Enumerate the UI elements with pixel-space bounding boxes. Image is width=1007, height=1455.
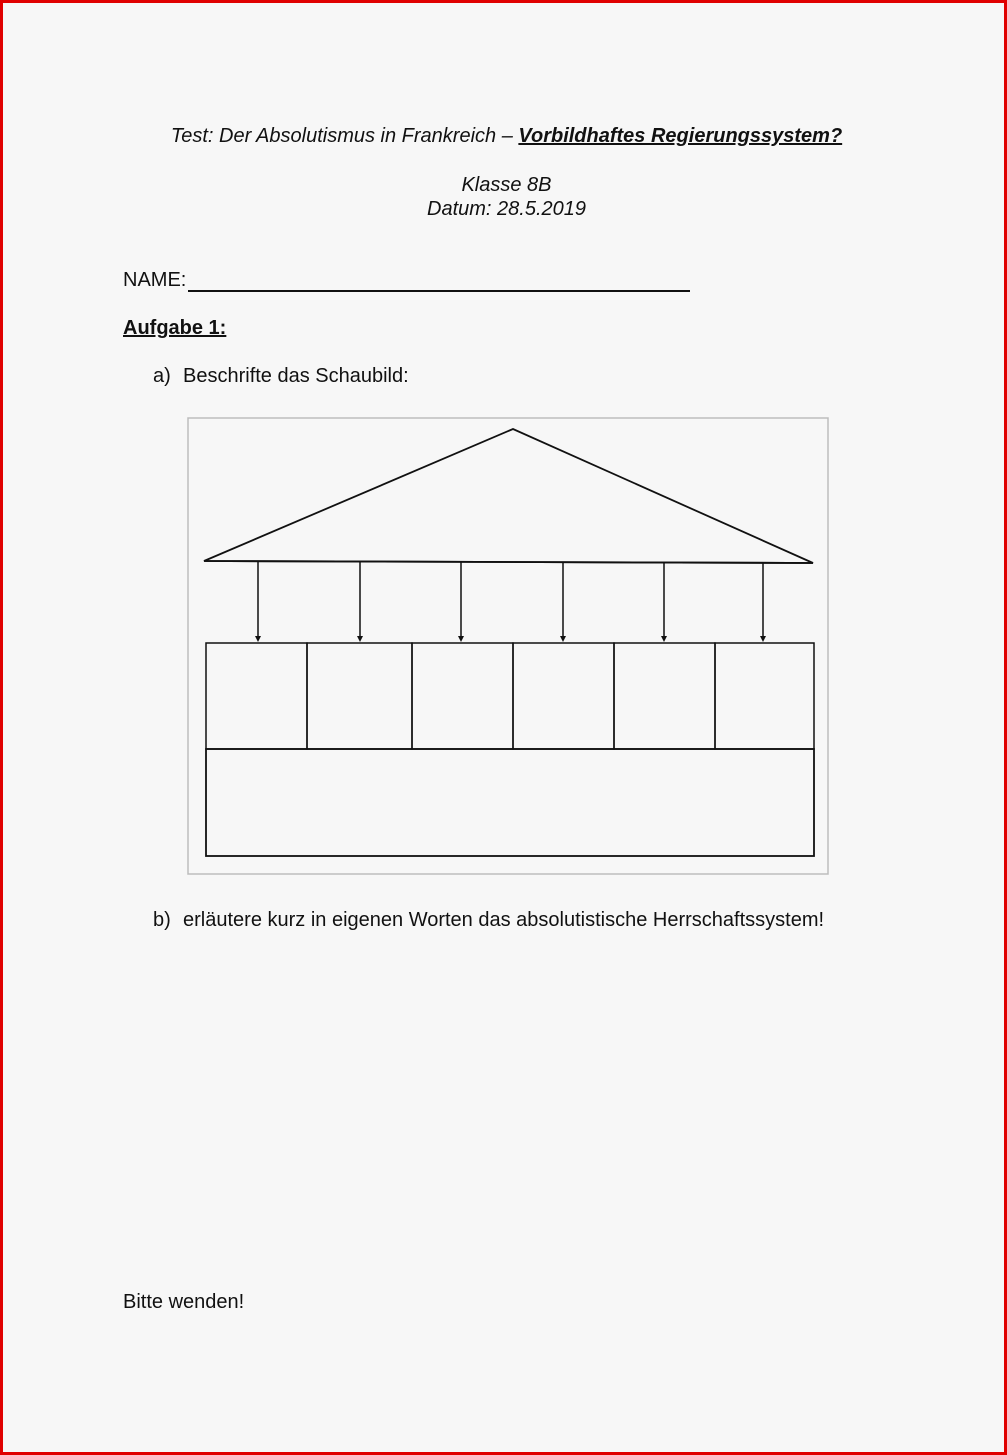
diagram-frame — [188, 418, 828, 874]
page-title — [3, 125, 1007, 148]
task-b — [153, 909, 824, 932]
task-a-label: a) — [153, 365, 171, 387]
task-b-label: b) — [153, 909, 171, 931]
class-label: Klasse 8B — [461, 174, 552, 196]
date-label: Datum: 28.5.2019 — [427, 198, 586, 220]
task-heading: Aufgabe 1: — [123, 317, 227, 339]
footer-note: Bitte wenden! — [123, 1291, 245, 1313]
name-row — [123, 269, 690, 292]
name-line — [188, 270, 690, 292]
absolutism-diagram — [187, 416, 829, 876]
task-a — [153, 365, 409, 388]
task-a-text: Beschrifte das Schaubild: — [183, 365, 409, 387]
task-b-text: erläutere kurz in eigenen Worten das absolutistische Herrschaftssystem! — [183, 909, 825, 931]
name-label: NAME: — [123, 269, 187, 291]
title-emphasis: Vorbildhaftes Regierungssystem? — [518, 125, 843, 147]
title-prefix: Test: Der Absolutismus in Frankreich – — [170, 125, 519, 147]
